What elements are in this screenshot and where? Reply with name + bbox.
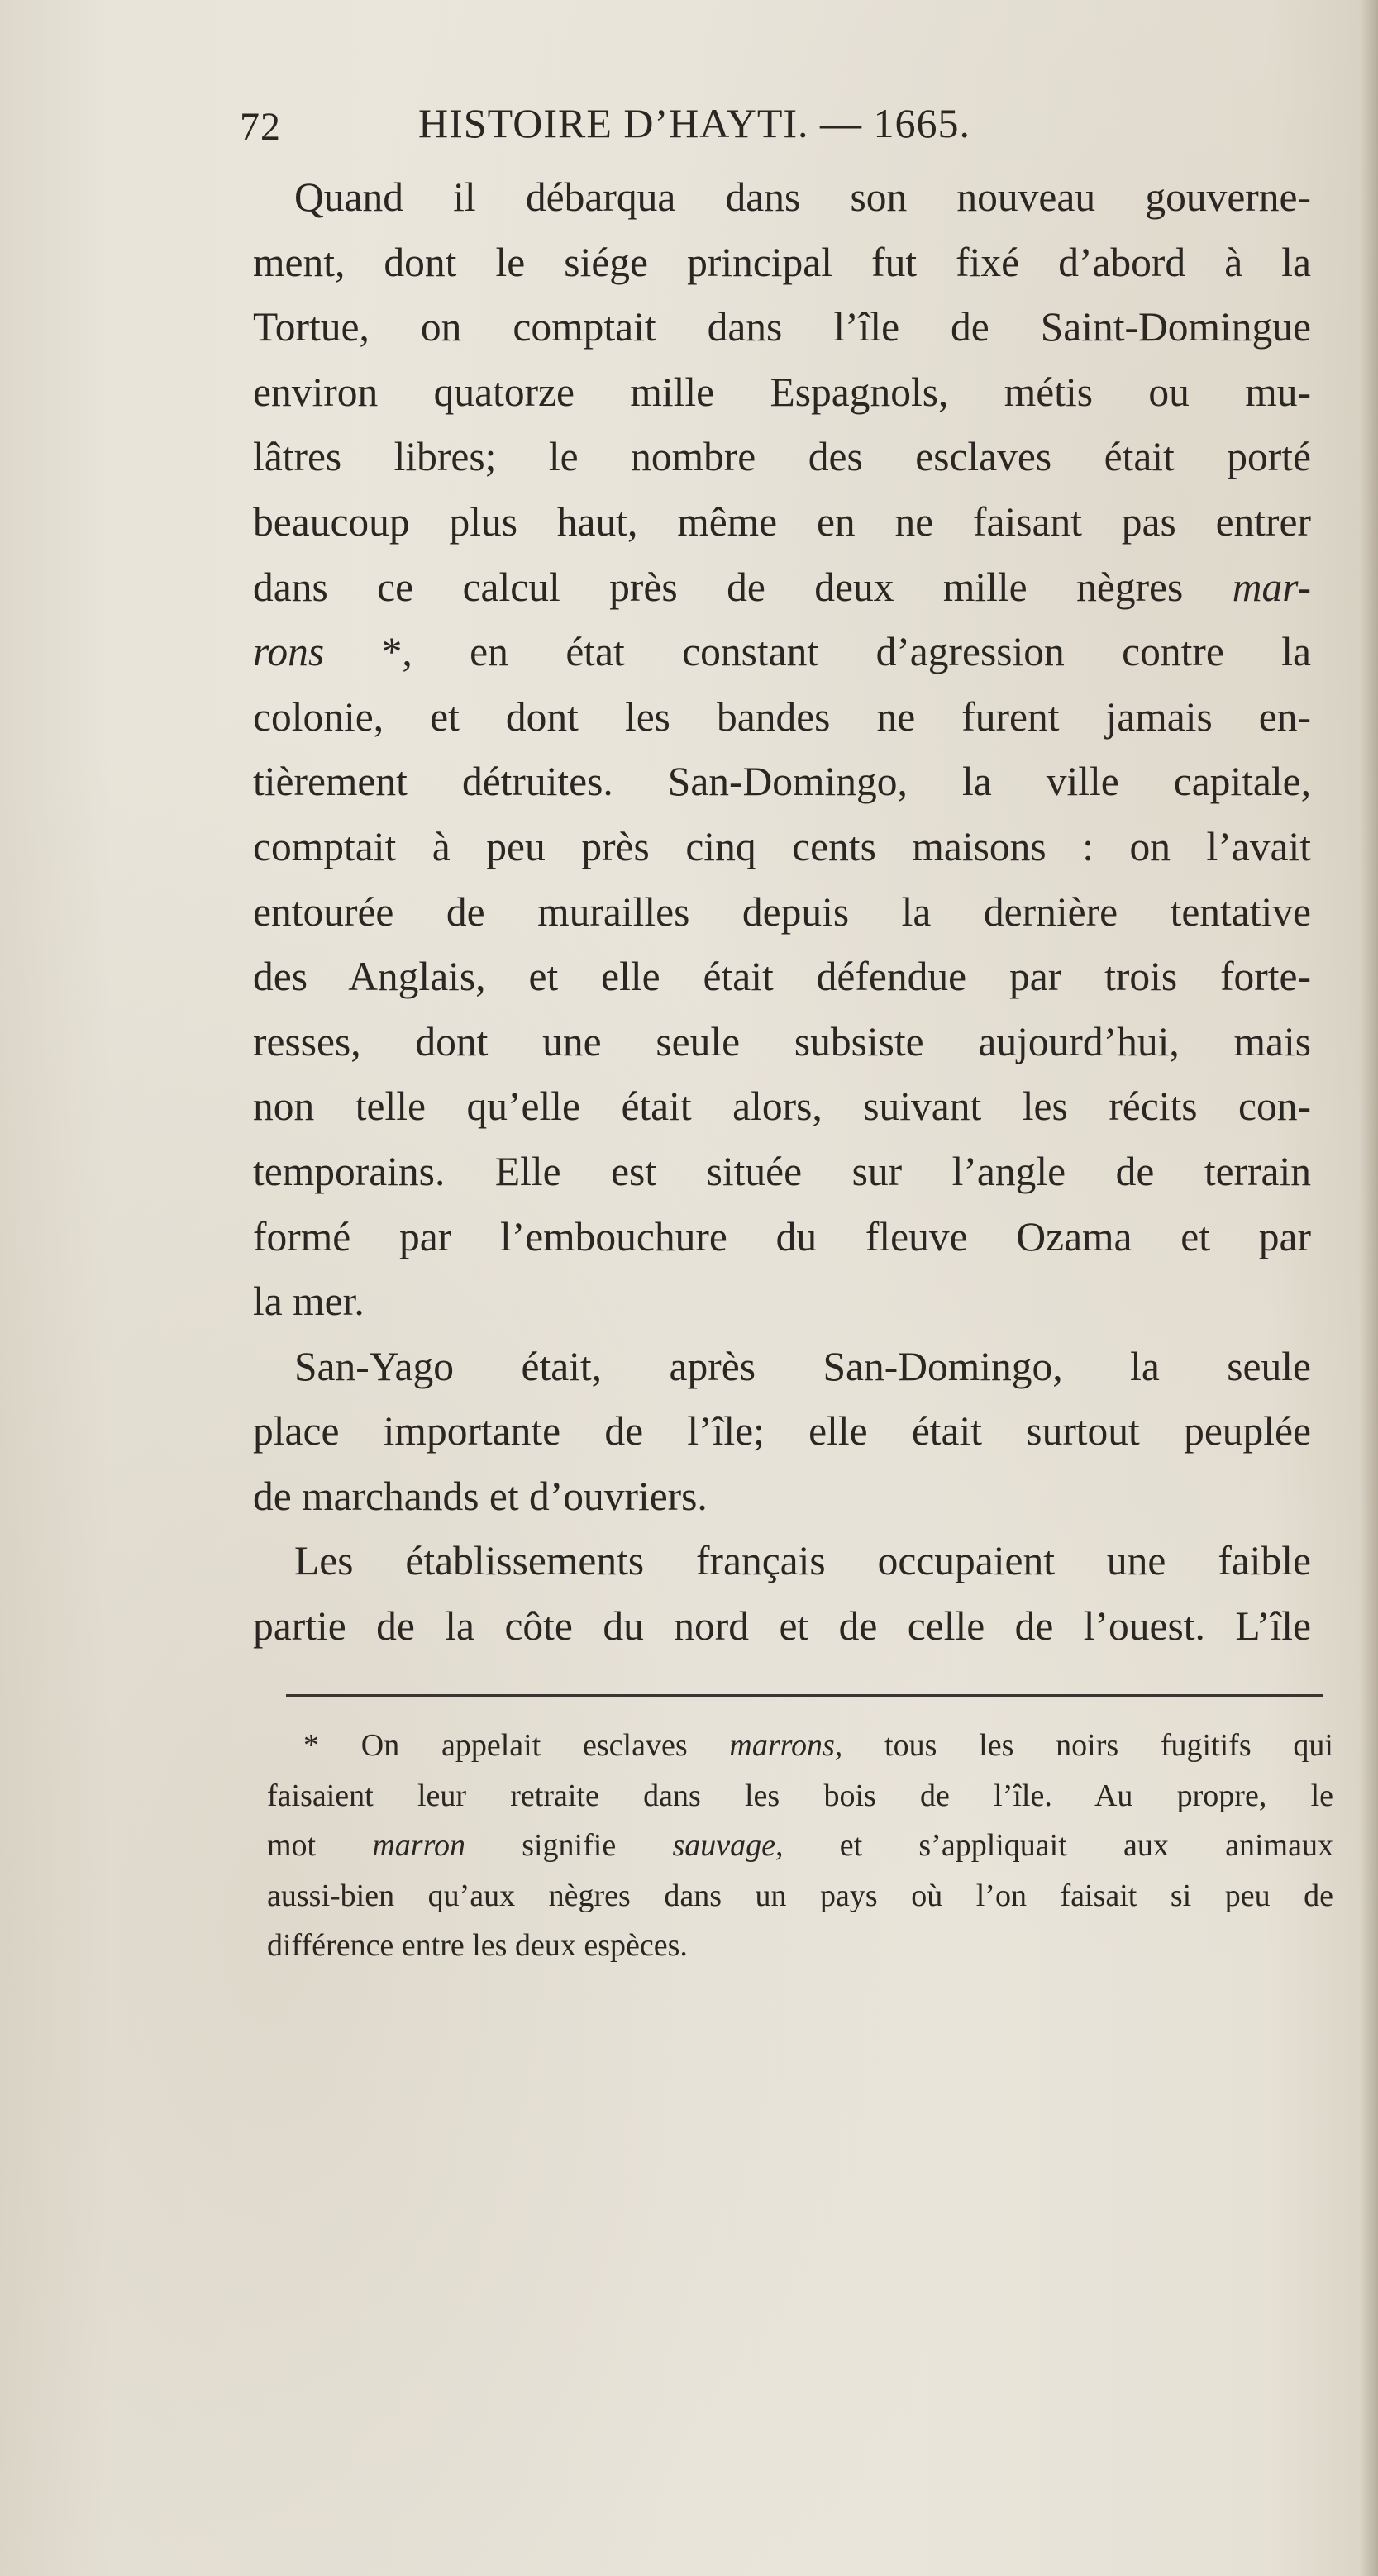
- text-segment: signifie: [465, 1828, 673, 1863]
- page-number: 72: [240, 105, 281, 149]
- italic-word: marrons,: [729, 1728, 843, 1763]
- text-segment: On appelait esclaves: [360, 1728, 730, 1763]
- text-segment: et s’appliquait aux animaux: [783, 1828, 1333, 1863]
- text-line: Tortue, on comptait dans l’île de Saint-Domingue: [253, 304, 1311, 350]
- text-line: place importante de l’île; elle était surtout peuplée: [253, 1408, 1311, 1455]
- text-line: colonie, et dont les bandes ne furent jamais en-: [253, 693, 1311, 740]
- text-line: [253, 620, 1311, 685]
- text-line: ment, dont le siége principal fut fixé d’abord à la: [253, 239, 1311, 285]
- text-segment: mot: [267, 1828, 373, 1863]
- text-line: Les établissements français occupaient une faible: [294, 1538, 1311, 1584]
- text-line: temporains. Elle est située sur l’angle de terrain: [253, 1148, 1311, 1194]
- footnote-marker: *: [303, 1728, 319, 1763]
- running-head: [240, 93, 1331, 150]
- text-line: [253, 555, 1311, 621]
- text-line: resses, dont une seule subsiste aujourd’hui, mais: [253, 1018, 1311, 1064]
- text-line: de marchands et d’ouvriers.: [253, 1473, 708, 1519]
- text-line: Quand il débarqua dans son nouveau gouverne-: [294, 174, 1311, 220]
- footnote-line: différence entre les deux espèces.: [267, 1928, 688, 1963]
- text-line: la mer.: [253, 1278, 365, 1325]
- italic-word: mar-: [1232, 564, 1312, 610]
- text-line: partie de la côte du nord et de celle de l’ouest. L’île: [253, 1603, 1311, 1650]
- footnote-line: aussi-bien qu’aux nègres dans un pays où l’on faisait si peu de: [267, 1878, 1333, 1913]
- body-text: [253, 165, 1311, 1659]
- text-line: environ quatorze mille Espagnols, métis ou mu-: [253, 369, 1311, 415]
- footnote-line: [267, 1721, 1333, 1771]
- text-line: entourée de murailles depuis la dernière tentative: [253, 888, 1311, 935]
- footnote: [267, 1721, 1333, 1971]
- text-segment: dans ce calcul près de deux mille nègres: [253, 564, 1184, 610]
- italic-word: marron: [372, 1828, 465, 1863]
- text-line: lâtres libres; le nombre des esclaves était porté: [253, 434, 1311, 480]
- text-line: comptait à peu près cinq cents maisons : on l’avait: [253, 823, 1311, 869]
- footnote-line: faisaient leur retraite dans les bois de l’île. Au propre, le: [267, 1778, 1333, 1813]
- text-segment: *, en état constant d’agression contre la: [324, 629, 1311, 675]
- text-line: des Anglais, et elle était défendue par trois forte-: [253, 954, 1311, 1000]
- text-line: tièrement détruites. San-Domingo, la ville capitale,: [253, 759, 1311, 805]
- text-segment: tous les noirs fugitifs qui: [842, 1728, 1333, 1763]
- italic-word: sauvage,: [672, 1828, 784, 1863]
- text-line: formé par l’embouchure du fleuve Ozama et par: [253, 1213, 1311, 1259]
- footnote-line: [267, 1821, 1333, 1871]
- running-title: HISTOIRE D’HAYTI. — 1665.: [418, 100, 971, 146]
- text-line: non telle qu’elle était alors, suivant les récits con-: [253, 1083, 1311, 1130]
- italic-word: rons: [253, 629, 325, 675]
- footnote-rule: [286, 1694, 1323, 1697]
- text-line: San-Yago était, après San-Domingo, la seule: [294, 1343, 1311, 1389]
- text-line: beaucoup plus haut, même en ne faisant pas entrer: [253, 498, 1311, 545]
